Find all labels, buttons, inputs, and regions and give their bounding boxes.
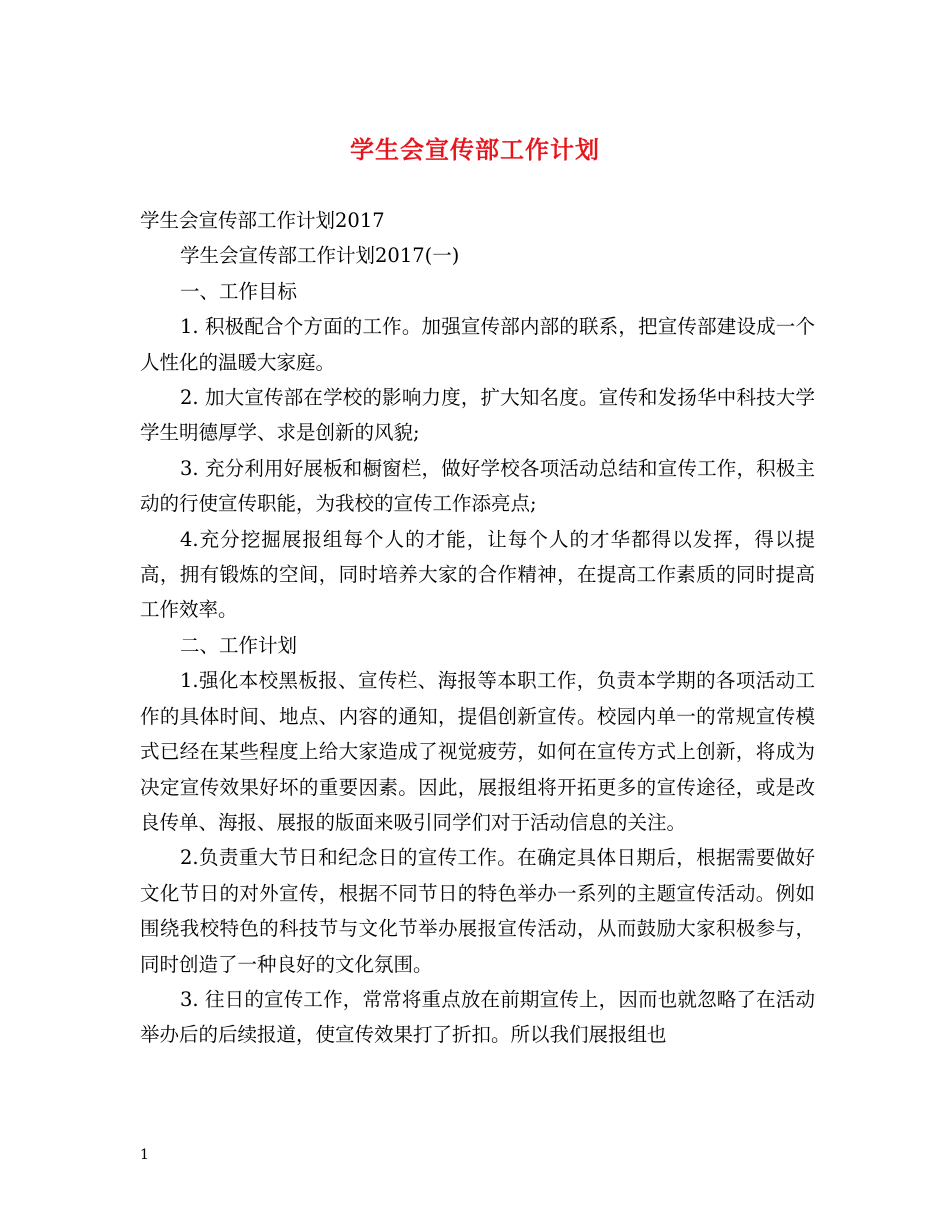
document-body [140, 203, 815, 1053]
paragraph-heading: 学生会宣传部工作计划2017 [140, 209, 385, 232]
paragraph-plan-2: 2.负责重大节日和纪念日的宣传工作。在确定具体日期后，根据需要做好文化节日的对外宣传，根据不同节日的特色举办一系列的主题宣传活动。例如围绕我校特色的科技节与文化节举办展报宣传活动，从而鼓励大家积极参与，同时创造了一种良好的文化氛围。 [140, 846, 815, 976]
paragraph-goal-3: 3. 充分利用好展板和橱窗栏，做好学校各项活动总结和宣传工作，积极主动的行使宣传职能，为我校的宣传工作添亮点; [140, 456, 815, 516]
paragraph-goal-4: 4.充分挖掘展报组每个人的才能，让每个人的才华都得以发挥，得以提高，拥有锻炼的空间，同时培养大家的合作精神，在提高工作素质的同时提高工作效率。 [140, 527, 815, 622]
paragraph-subheading: 学生会宣传部工作计划2017(一) [180, 244, 460, 268]
paragraph-plan-1: 1.强化本校黑板报、宣传栏、海报等本职工作，负责本学期的各项活动工作的具体时间、地点、内容的通知，提倡创新宣传。校园内单一的常规宣传模式已经在某些程度上给大家造成了视觉疲劳，如何在宣传方式上创新，将成为决定宣传效果好坏的重要因素。因此，展报组将开拓更多的宣传途径，或是改良传单、海报、展报的版面来吸引同学们对于活动信息的关注。 [140, 669, 815, 834]
paragraph-plan-3: 3. 往日的宣传工作，常常将重点放在前期宣传上，因而也就忽略了在活动举办后的后续报道，使宣传效果打了折扣。所以我们展报组也 [140, 987, 815, 1047]
paragraph-goal-1: 1. 积极配合个方面的工作。加强宣传部内部的联系，把宣传部建设成一个人性化的温暖大家庭。 [140, 315, 815, 374]
section-heading-goals: 一、工作目标 [180, 279, 298, 303]
page-number: 1 [140, 1147, 149, 1163]
paragraph-goal-2: 2. 加大宣传部在学校的影响力度，扩大知名度。宣传和发扬华中科技大学学生明德厚学、求是创新的风貌; [140, 386, 815, 445]
section-heading-plan: 二、工作计划 [180, 633, 298, 657]
document-title: 学生会宣传部工作计划 [350, 135, 600, 164]
